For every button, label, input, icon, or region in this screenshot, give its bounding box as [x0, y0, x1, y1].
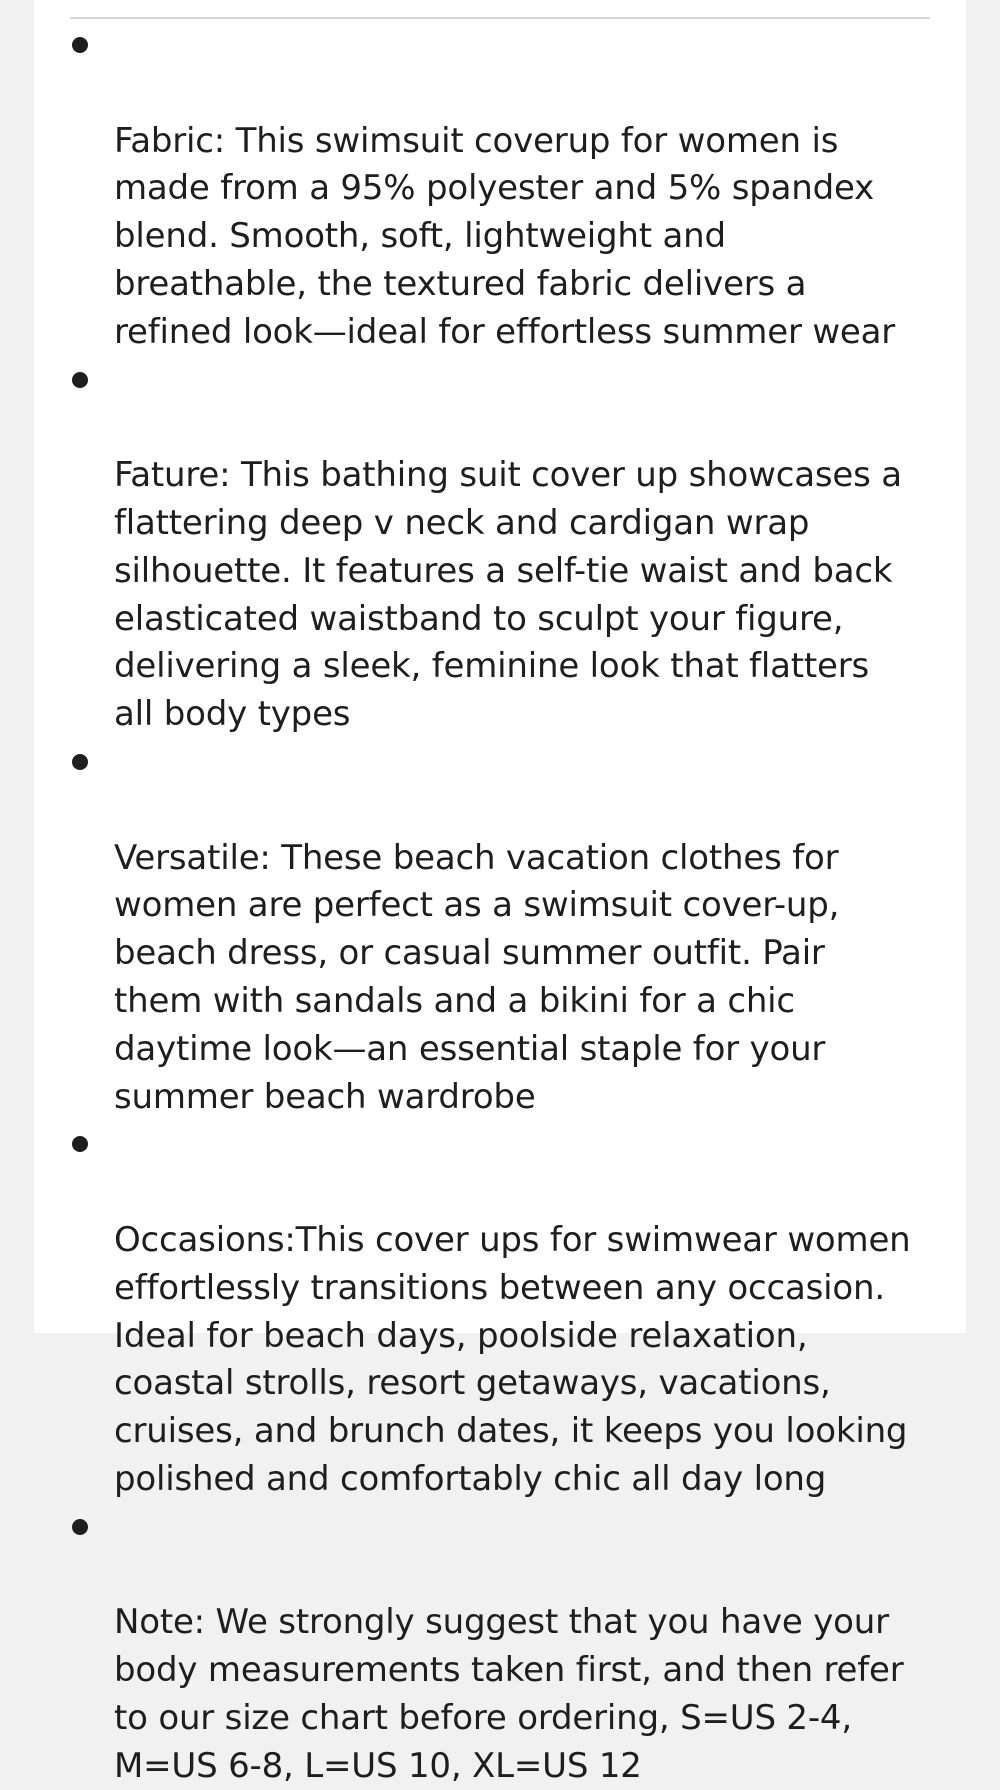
bullet-text: Note: We strongly suggest that you have your body measurements taken first, and then refer to our size chart before ordering, S=US 2-4, M=US 6-8, L=US 10, XL=US 12 [114, 1602, 904, 1786]
bullet-dot-icon [72, 1136, 88, 1152]
bullet-text: Fabric: This swimsuit coverup for women is made from a 95% polyester and 5% spandex blend. Smooth, soft, lightweight and breathable, the textured fabric delivers a refined look—ideal for effortless summer wear [114, 120, 896, 352]
bullet-occasions [0, 1121, 934, 1503]
bullet-versatile [0, 739, 934, 1121]
bullet-text: Versatile: These beach vacation clothes for women are perfect as a swimsuit cover-up, beach dress, or casual summer outfit. Pair them with sandals and a bikini for a chic daytime look—an essential staple for your summer beach wardrobe [114, 837, 840, 1117]
bullet-dot-icon [72, 1519, 88, 1535]
top-divider [70, 17, 930, 19]
bullet-feature [0, 357, 934, 739]
bullet-note [0, 1504, 934, 1790]
bullet-dot-icon [72, 754, 88, 770]
feature-bullet-list [0, 22, 1000, 1790]
bullet-dot-icon [72, 372, 88, 388]
bullet-dot-icon [72, 37, 88, 53]
bullet-text: Occasions:This cover ups for swimwear women effortlessly transitions between any occasion. Ideal for beach days, poolside relaxation, coastal strolls, resort getaways, vacations, cruises, and brunch dates, it keeps you looking polished and comfortably chic all day long [114, 1219, 911, 1499]
bullet-fabric [0, 22, 934, 357]
bullet-text: Fature: This bathing suit cover up showcases a flattering deep v neck and cardigan wrap silhouette. It features a self-tie waist and back elasticated waistband to sculpt your figure, delivering a sleek, feminine look that flatters all body types [114, 455, 902, 735]
